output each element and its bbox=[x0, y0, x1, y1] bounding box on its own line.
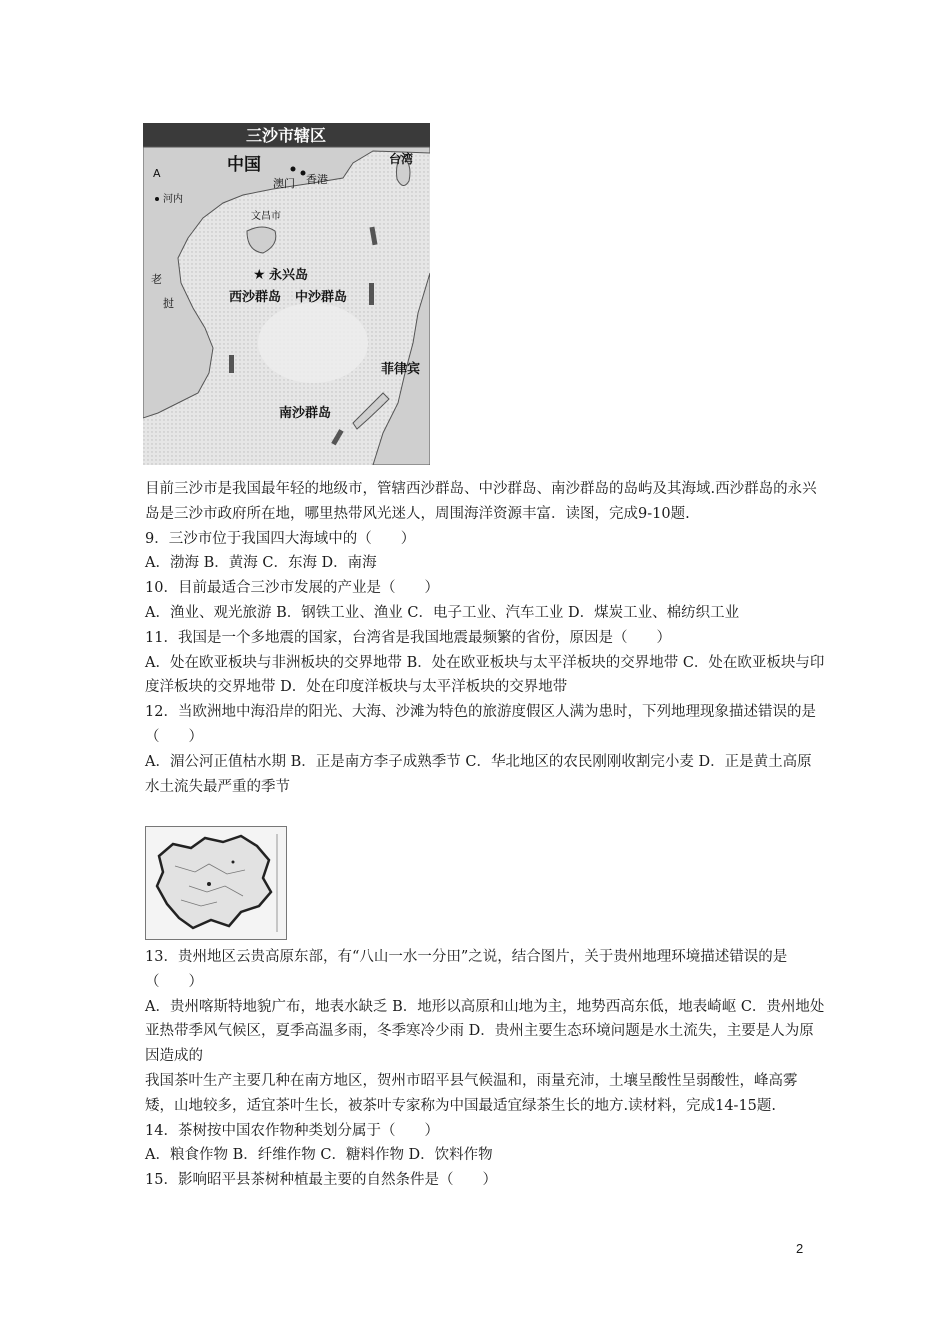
label-taiwan: 台湾 bbox=[389, 152, 414, 166]
label-hongkong: 香港 bbox=[306, 173, 328, 186]
label-hanoi: 河内 bbox=[163, 194, 183, 205]
question-12: 12．当欧洲地中海沿岸的阳光、大海、沙滩为特色的旅游度假区人满为患时，下列地理现象描述错误的是（ ） bbox=[145, 704, 816, 745]
map-title: 三沙市辖区 bbox=[245, 126, 327, 145]
star-icon: ★ bbox=[253, 267, 266, 283]
question-13-options: A．贵州喀斯特地貌广布，地表水缺乏 B．地形以高原和山地为主，地势西高东低，地表崎岖 C．贵州地处亚热带季风气候区，夏季高温多雨，冬季寒冷少雨 D．贵州主要生态环境问题是水土流失，主要是人为原因造成的 bbox=[145, 998, 825, 1065]
label-macau: 澳门 bbox=[273, 177, 295, 190]
question-10: 10．目前最适合三沙市发展的产业是（ ） bbox=[145, 580, 439, 597]
intro-1: 目前三沙市是我国最年轻的地级市，管辖西沙群岛、中沙群岛、南沙群岛的岛屿及其海域.西沙群岛的永兴岛是三沙市政府所在地，哪里热带风光迷人，周围海洋资源丰富．读图，完成9-10题. bbox=[145, 481, 817, 522]
question-10-options: A．渔业、观光旅游 B．钢铁工业、渔业 C．电子工业、汽车工业 D．煤炭工业、棉纺织工业 bbox=[145, 604, 740, 621]
question-11-options: A．处在欧亚板块与非洲板块的交界地带 B．处在欧亚板块与太平洋板块的交界地带 C．处在欧亚板块与印度洋板块的交界地带 D．处在印度洋板块与太平洋板块的交界地带 bbox=[145, 654, 825, 696]
label-xisha: 西沙群岛 bbox=[229, 290, 282, 305]
question-9: 9．三沙市位于我国四大海域中的（ ） bbox=[145, 530, 416, 547]
question-14: 14．茶树按中国农作物种类划分属于（ ） bbox=[145, 1122, 439, 1139]
text-block-2 bbox=[145, 945, 825, 1193]
guizhou-map bbox=[145, 826, 287, 940]
intro-2: 我国茶叶生产主要几种在南方地区，贺州市昭平县气候温和，雨量充沛，土壤呈酸性呈弱酸性，峰高雾矮，山地较多，适宜茶叶生长，被茶叶专家称为中国最适宜绿茶生长的地方.读材料，完成14-15题. bbox=[145, 1072, 798, 1114]
page-number: 2 bbox=[796, 1241, 804, 1256]
label-philippines: 菲律宾 bbox=[381, 362, 421, 377]
label-nansha: 南沙群岛 bbox=[279, 406, 332, 421]
text-block-1 bbox=[145, 477, 825, 799]
sansha-map bbox=[143, 123, 430, 465]
question-14-options: A．粮食作物 B．纤维作物 C．糖料作物 D．饮料作物 bbox=[145, 1147, 493, 1164]
label-laos-1: 老 bbox=[151, 273, 162, 286]
question-13: 13．贵州地区云贵高原东部，有“八山一水一分田”之说，结合图片，关于贵州地理环境描述错误的是（ ） bbox=[145, 949, 788, 990]
label-yongxing: 永兴岛 bbox=[269, 268, 309, 283]
question-15: 15．影响昭平县茶树种植最主要的自然条件是（ ） bbox=[145, 1172, 497, 1189]
label-zhongsha: 中沙群岛 bbox=[295, 290, 348, 305]
question-12-options: A．湄公河正值枯水期 B．正是南方李子成熟季节 C．华北地区的农民刚刚收割完小麦 D．正是黄土高原水土流失最严重的季节 bbox=[145, 753, 812, 795]
question-11: 11．我国是一个多地震的国家，台湾省是我国地震最频繁的省份，原因是（ ） bbox=[145, 629, 671, 646]
question-9-options: A．渤海 B．黄海 C．东海 D．南海 bbox=[145, 555, 377, 572]
label-china: 中国 bbox=[227, 155, 261, 175]
label-a: A bbox=[153, 167, 161, 180]
label-laos-2: 挝 bbox=[163, 297, 174, 310]
label-wenchang: 文昌市 bbox=[251, 211, 281, 222]
